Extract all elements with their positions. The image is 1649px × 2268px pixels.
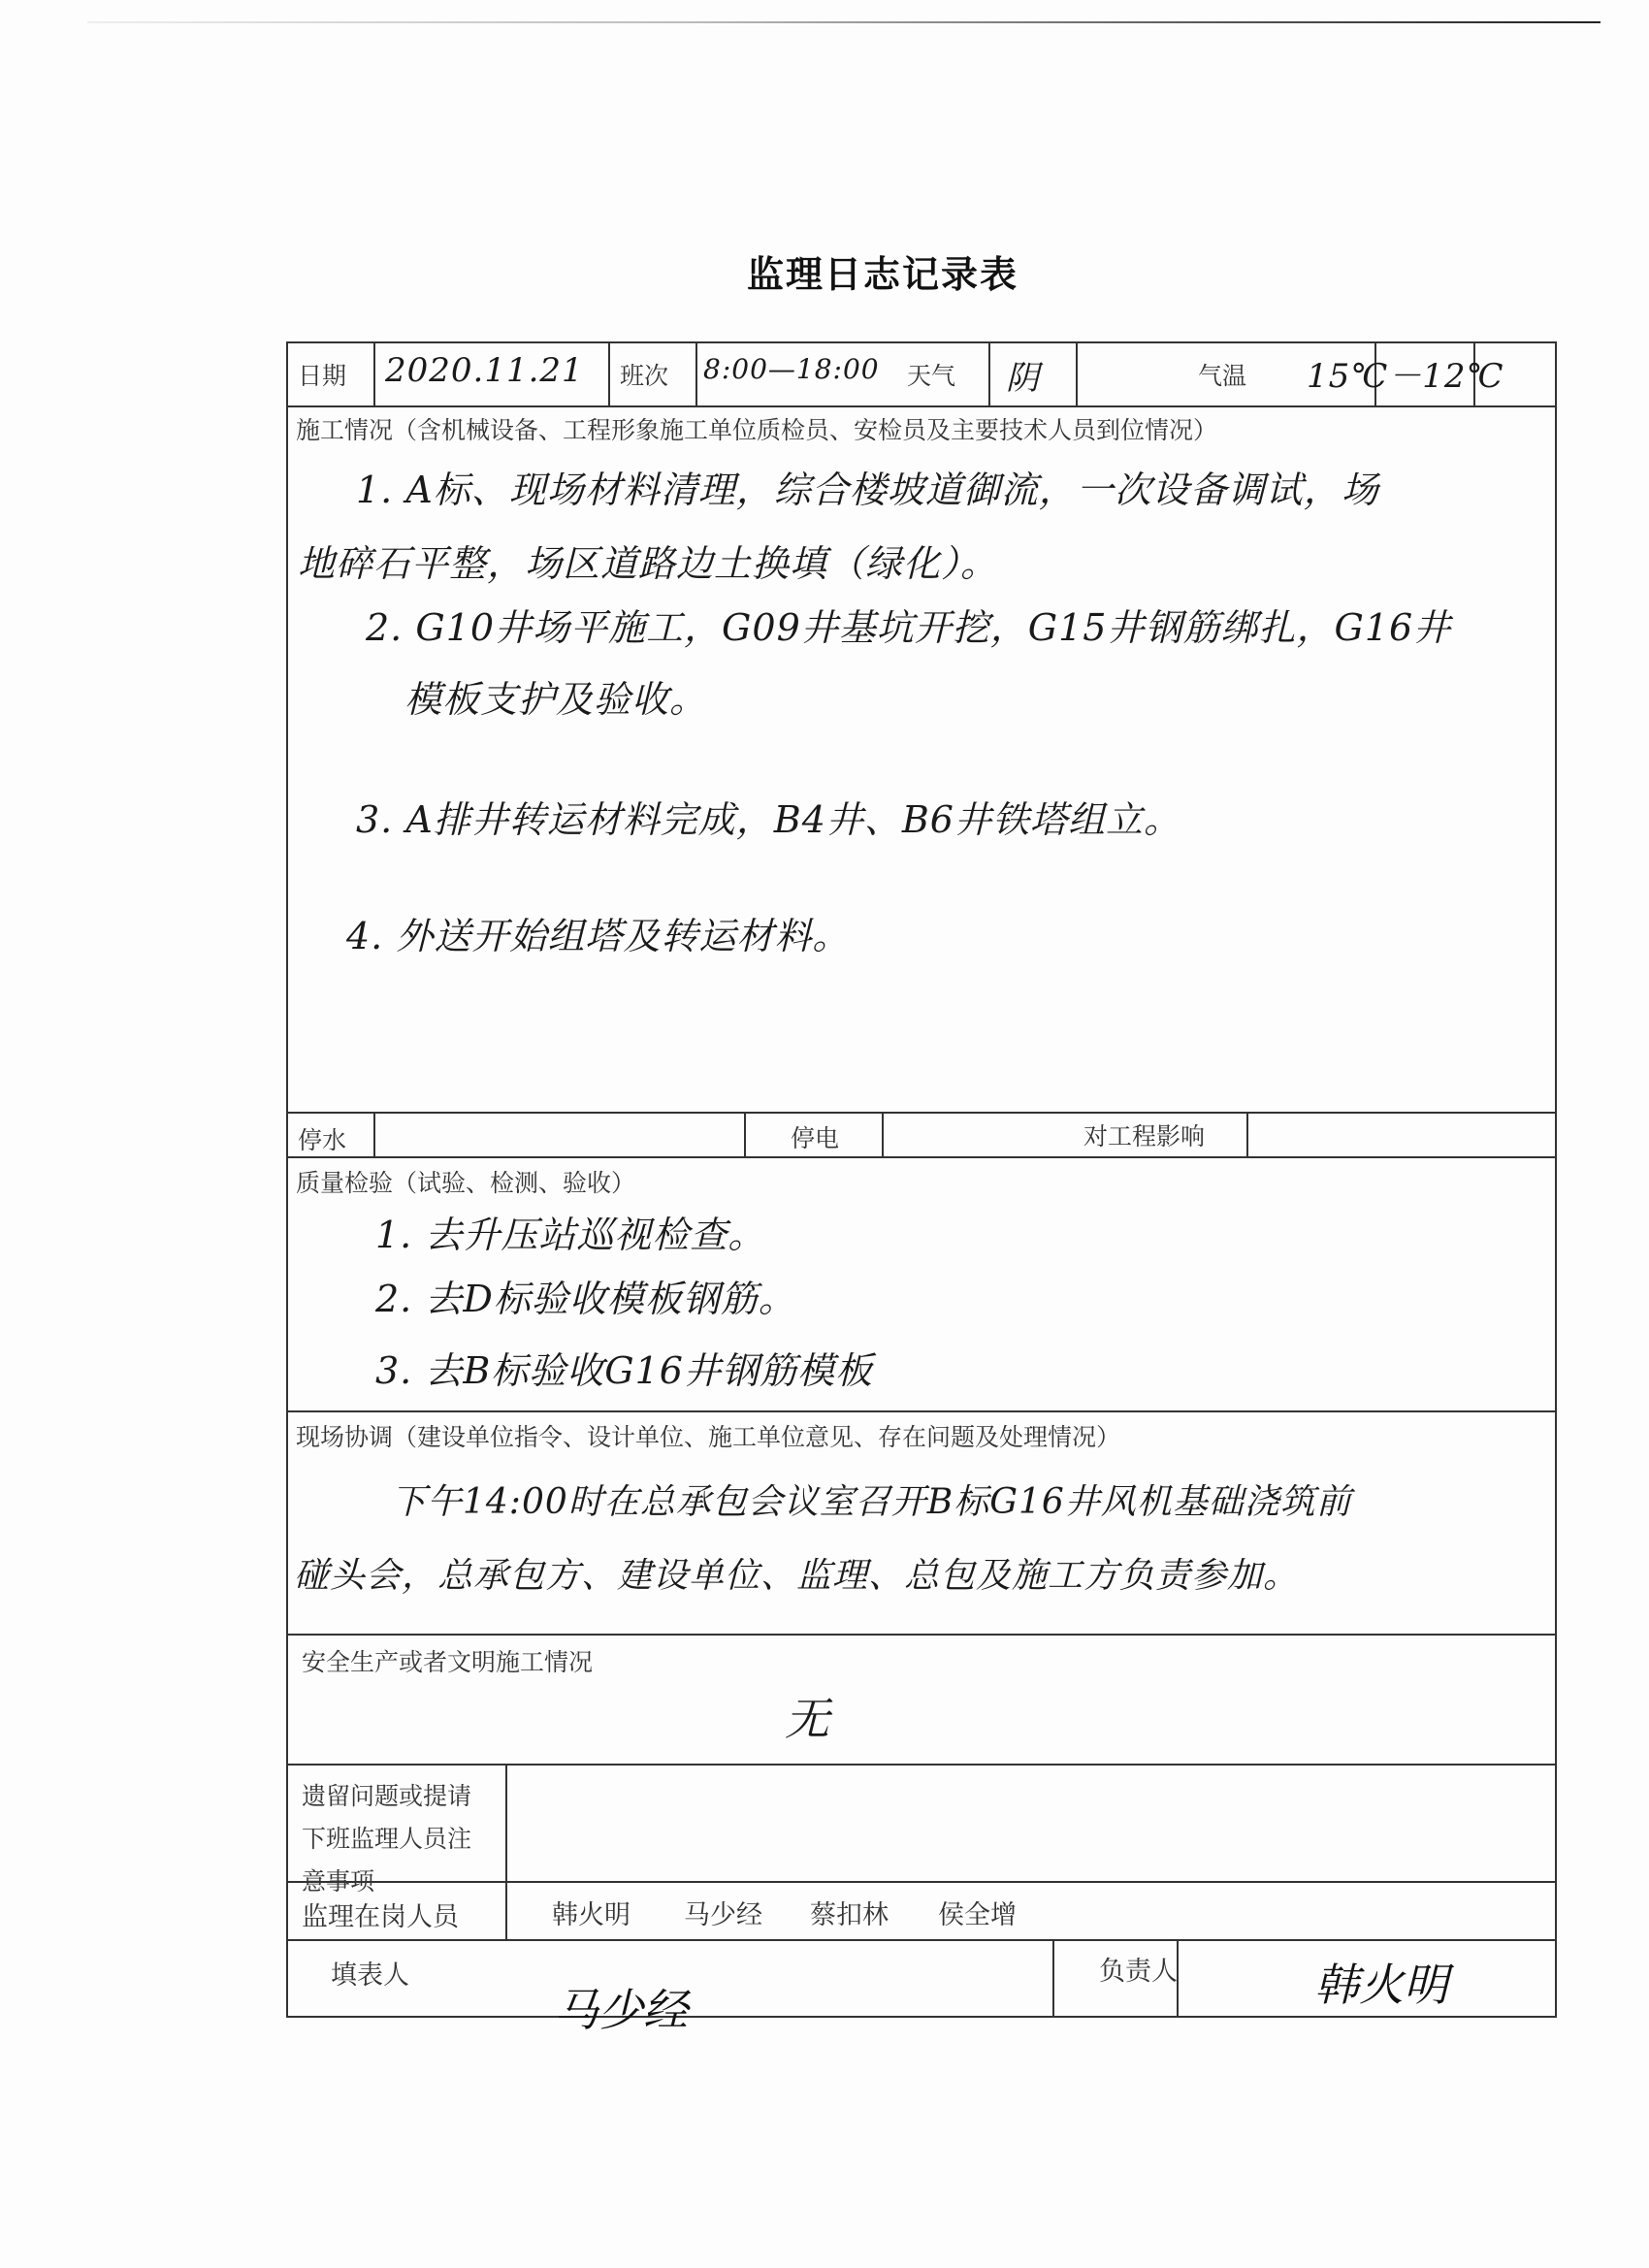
power-outage-label: 停电 bbox=[791, 1124, 840, 1152]
col-divider bbox=[373, 1112, 375, 1156]
responsible-signature: 韩火明 bbox=[1314, 1959, 1448, 2011]
form-filler-label: 填表人 bbox=[331, 1960, 409, 1991]
col-divider bbox=[1246, 1112, 1248, 1156]
quality-line: 2. 去D标验收模板钢筋。 bbox=[375, 1278, 796, 1320]
col-divider bbox=[608, 343, 610, 405]
on-duty-staff-label: 监理在岗人员 bbox=[302, 1902, 459, 1932]
row-divider-header bbox=[288, 405, 1555, 407]
col-divider bbox=[1052, 1939, 1054, 2018]
quality-line: 3. 去B标验收G16井钢筋模板 bbox=[375, 1349, 873, 1392]
safety-value: 无 bbox=[785, 1693, 830, 1745]
date-value: 2020.11.21 bbox=[385, 351, 584, 390]
construction-line: 地碎石平整，场区道路边土换填（绿化）。 bbox=[298, 542, 999, 585]
col-divider bbox=[505, 1764, 507, 1939]
coordination-label: 现场协调（建设单位指令、设计单位、施工单位意见、存在问题及处理情况） bbox=[296, 1423, 1121, 1451]
staff-name: 韩火明 bbox=[552, 1900, 630, 1930]
construction-label: 施工情况（含机械设备、工程形象施工单位质检员、安检员及主要技术人员到位情况） bbox=[296, 416, 1218, 444]
quality-label: 质量检验（试验、检测、验收） bbox=[296, 1169, 636, 1197]
shift-label: 班次 bbox=[620, 362, 669, 390]
remaining-label-line: 下班监理人员注 bbox=[302, 1825, 472, 1853]
water-outage-label: 停水 bbox=[298, 1126, 347, 1154]
page-title: 监理日志记录表 bbox=[746, 253, 1018, 296]
construction-line: 2. G10井场平施工，G09井基坑开挖，G15井钢筋绑扎，G16井 bbox=[366, 606, 1452, 649]
staff-name: 侯全增 bbox=[938, 1900, 1017, 1930]
date-label: 日期 bbox=[298, 362, 347, 390]
construction-line: 4. 外送开始组塔及转运材料。 bbox=[346, 915, 851, 957]
weather-label: 天气 bbox=[907, 362, 956, 390]
coordination-line: 下午14:00时在总承包会议室召开B标G16井风机基础浇筑前 bbox=[391, 1482, 1352, 1522]
supervision-log-form bbox=[286, 341, 1557, 2036]
col-divider bbox=[373, 343, 375, 405]
staff-name: 蔡扣林 bbox=[810, 1900, 889, 1930]
temperature-label: 气温 bbox=[1198, 362, 1247, 390]
project-impact-label: 对工程影响 bbox=[1083, 1122, 1206, 1150]
construction-line: 1. A标、现场材料清理，综合楼坡道御流，一次设备调试，场 bbox=[356, 469, 1379, 511]
col-divider bbox=[882, 1112, 884, 1156]
weather-value: 阴 bbox=[1006, 359, 1040, 398]
col-divider bbox=[744, 1112, 746, 1156]
col-divider bbox=[695, 343, 697, 405]
safety-label: 安全生产或者文明施工情况 bbox=[302, 1648, 594, 1676]
temperature-value: 15℃－12℃ bbox=[1307, 357, 1504, 396]
remaining-label-line: 遗留问题或提请 bbox=[302, 1782, 472, 1810]
quality-line: 1. 去升压站巡视检查。 bbox=[375, 1214, 766, 1256]
row-divider-staff bbox=[288, 1939, 1555, 1941]
row-divider-coordination bbox=[288, 1634, 1555, 1636]
col-divider bbox=[1076, 343, 1078, 405]
coordination-line: 碰头会，总承包方、建设单位、监理、总包及施工方负责参加。 bbox=[294, 1556, 1300, 1596]
col-divider bbox=[988, 343, 990, 405]
construction-line: 模板支护及验收。 bbox=[404, 678, 708, 721]
form-filler-signature: 马少经 bbox=[554, 1984, 688, 2036]
row-divider-utilities bbox=[288, 1156, 1555, 1158]
responsible-person-label: 负责人 bbox=[1099, 1957, 1178, 1987]
remaining-label-line: 意事项 bbox=[302, 1867, 375, 1895]
staff-name: 马少经 bbox=[684, 1900, 762, 1930]
construction-line: 3. A排井转运材料完成，B4井、B6井铁塔组立。 bbox=[356, 798, 1181, 841]
scan-edge-line bbox=[87, 21, 1600, 23]
row-divider-construction bbox=[288, 1112, 1555, 1114]
shift-value: 8:00—18:00 bbox=[703, 353, 880, 385]
row-divider-safety bbox=[288, 1764, 1555, 1766]
remaining-issues-label bbox=[302, 1775, 496, 1903]
row-divider-quality bbox=[288, 1410, 1555, 1412]
